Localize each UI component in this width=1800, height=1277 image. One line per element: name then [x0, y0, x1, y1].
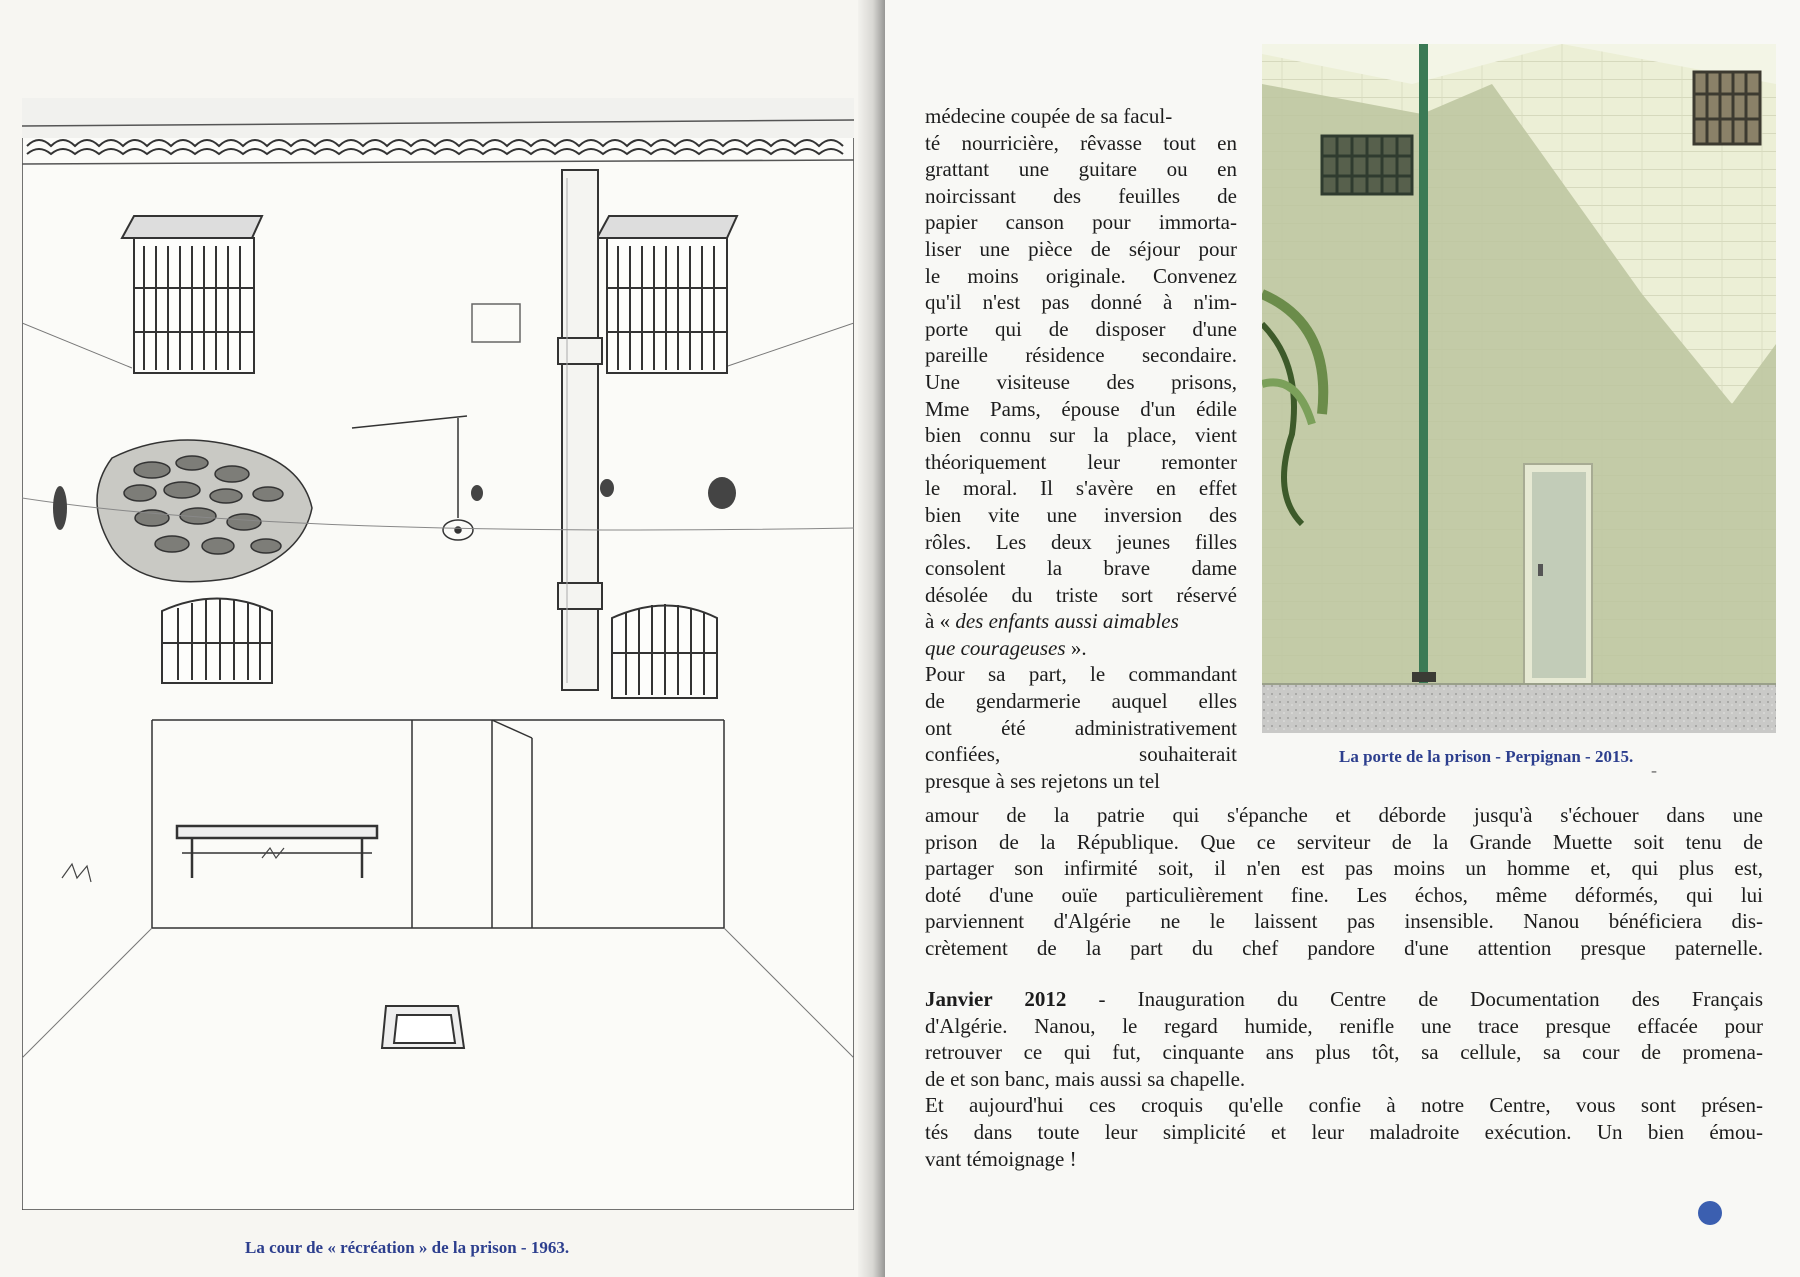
text-line: partager son infirmité soit, il n'en est pas moins un homme et, qui plus est, — [925, 856, 1763, 881]
text-line: prison de la République. Que ce serviteur de la Grande Muette soit tenu de — [925, 829, 1763, 854]
text-line: rôles. Les deux jeunes filles — [925, 529, 1237, 554]
text-line: noircissant des feuilles de — [925, 183, 1237, 208]
text-line: Et aujourd'hui ces croquis qu'elle confie à notre Centre, vous sont présen- — [925, 1093, 1763, 1118]
window-bottom-left — [162, 599, 272, 684]
scan-mark: ˉ — [1650, 768, 1658, 787]
text-line: doté d'une ouïe particulièrement fine. Les échos, même déformés, qui lui — [925, 882, 1763, 907]
photo-window-right — [1694, 72, 1760, 144]
text-line: d'Algérie. Nanou, le regard humide, renifle une trace presque effacée pour — [925, 1013, 1763, 1038]
wide-paragraph — [925, 802, 1763, 962]
sketch-caption: La cour de « récréation » de la prison - 1963. — [245, 1238, 570, 1257]
text-line: médecine coupée de sa facul- — [925, 104, 1173, 128]
left-page — [0, 0, 885, 1277]
quote-open: à « — [925, 609, 956, 634]
text-line: désolée du triste sort réservé — [925, 582, 1237, 607]
quote-text: que courageuses — [925, 635, 1066, 660]
text-line: qu'il n'est pas donné à n'im- — [925, 290, 1237, 315]
text-line: parviennent d'Algérie ne le laissent pas insensible. Nanou bénéficiera dis- — [925, 909, 1763, 934]
text-line: bien connu sur la place, vient — [925, 423, 1237, 448]
text-line: le moins originale. Convenez — [925, 263, 1237, 288]
text-line: papier canson pour immorta- — [925, 210, 1237, 235]
text-line: tés dans toute leur simplicité et leur maladroite exécution. Un bien émou- — [925, 1119, 1763, 1144]
text-line: retrouver ce qui fut, cinquante ans plus tôt, sa cellule, sa cour de promena- — [925, 1040, 1763, 1065]
text-line: pareille résidence secondaire. — [925, 343, 1237, 368]
page-marker-dot — [1698, 1201, 1722, 1225]
photo-window-left — [1322, 136, 1412, 194]
narrow-column-text — [925, 103, 1237, 794]
text-line: consolent la brave dame — [925, 556, 1237, 581]
text-line: ont été administrativement — [925, 715, 1237, 740]
photo-drainpipe — [1419, 44, 1428, 684]
text-line: crètement de la part du chef pandore d'une attention presque paternelle. — [925, 935, 1763, 960]
text-line: amour de la patrie qui s'épanche et déborde jusqu'à s'échouer dans une — [925, 803, 1763, 827]
text-line: confiées, souhaiterait — [925, 742, 1237, 767]
text-line: de gendarmerie auquel elles — [925, 689, 1237, 714]
window-top-left — [122, 216, 262, 373]
text-line: liser une pièce de séjour pour — [925, 236, 1237, 261]
date-label: Janvier 2012 — [925, 987, 1067, 1011]
text-line: presque à ses rejetons un tel — [925, 768, 1161, 793]
photo-caption: La porte de la prison - Perpignan - 2015. — [1339, 747, 1634, 766]
text-segment: - Inauguration du Centre de Documentation des Français — [1066, 987, 1763, 1011]
text-line: té nourricière, rêvasse tout en — [925, 130, 1237, 155]
quote-line — [925, 635, 1237, 662]
text-line: grattant une guitare ou en — [925, 157, 1237, 182]
quote-line — [925, 608, 1237, 635]
second-paragraph — [925, 986, 1763, 1172]
text-line: théoriquement leur remonter — [925, 449, 1237, 474]
text-line: porte qui de disposer d'une — [925, 316, 1237, 341]
text-line: de et son banc, mais aussi sa chapelle. — [925, 1066, 1246, 1091]
window-top-right — [597, 216, 737, 373]
drain-grate — [382, 1006, 464, 1048]
window-bottom-right — [612, 604, 717, 698]
photo-door — [1524, 464, 1592, 684]
text-line: Une visiteuse des prisons, — [925, 369, 1237, 394]
text-line: Mme Pams, épouse d'un édile — [925, 396, 1237, 421]
text-line: bien vite une inversion des — [925, 502, 1237, 527]
prison-door-photo — [1262, 44, 1776, 733]
quote-text: des enfants aussi aimables — [955, 609, 1179, 634]
text-line: Pour sa part, le commandant — [925, 662, 1237, 687]
text-line: vant témoignage ! — [925, 1146, 1077, 1171]
text-line: le moral. Il s'avère en effet — [925, 476, 1237, 501]
courtyard-sketch — [22, 98, 854, 1210]
quote-close: ». — [1065, 635, 1087, 660]
text-line — [925, 986, 1763, 1013]
drainpipe — [558, 170, 602, 690]
